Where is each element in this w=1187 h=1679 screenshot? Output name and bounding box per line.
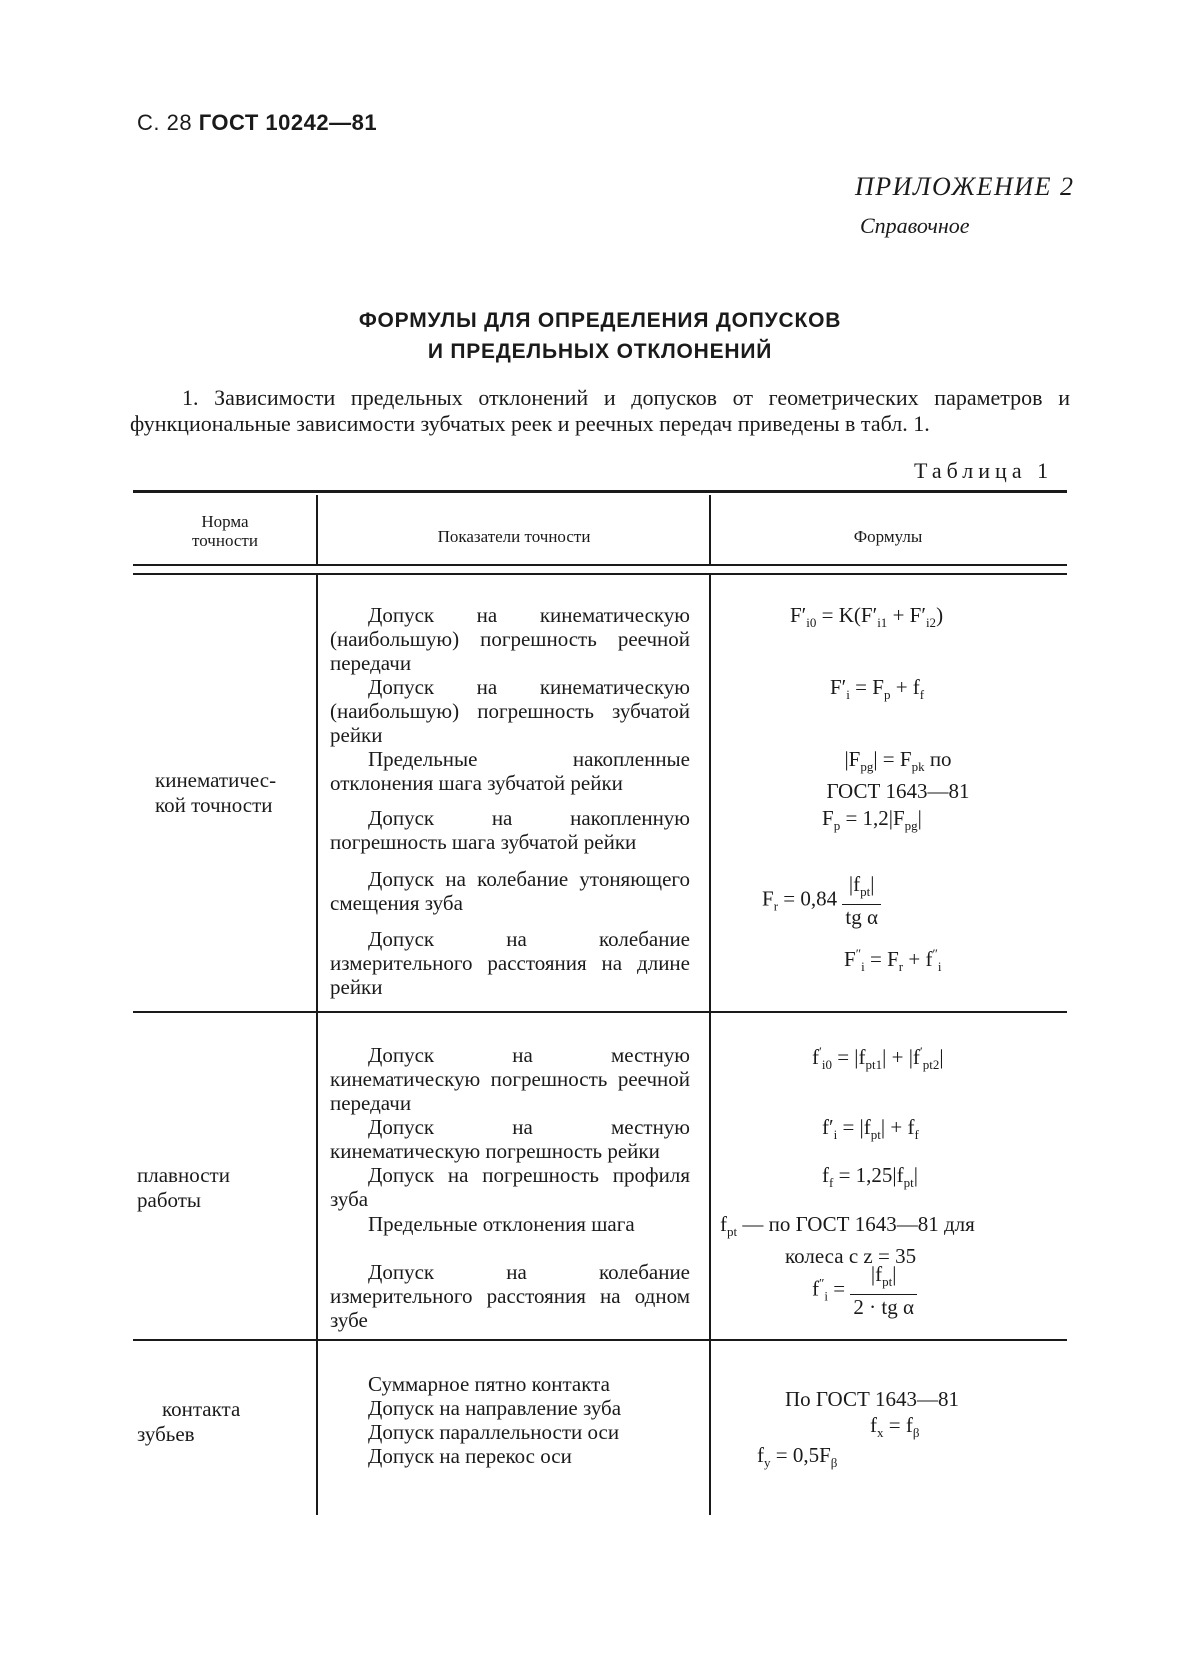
group-divider-2 xyxy=(133,1339,1067,1341)
indicator-row: Допуск на колебание измерительного расстояния на одном зубе xyxy=(330,1260,690,1332)
page-header xyxy=(137,110,377,136)
col-divider-1 xyxy=(316,575,318,1515)
formula-contact-standard: По ГОСТ 1643—81 xyxy=(785,1387,960,1411)
formula-local-kinematic-rack: $f'_i = |f_{pt}| + f_f$ xyxy=(822,1115,919,1143)
formula-accumulated-tolerance: $F_p = 1,2|F_{pg}|$ xyxy=(822,806,922,834)
indicator-row: Допуск на накопленную погрешность шага зубчатой рейки xyxy=(330,806,690,854)
document-title xyxy=(200,305,1000,367)
indicator-row: Допуск на направление зуба xyxy=(368,1396,622,1420)
indicator-row: Допуск на перекос оси xyxy=(368,1444,572,1468)
formula-kinematic-rack: $F'_i = F_p + f_f$ xyxy=(830,675,925,703)
group-divider-1 xyxy=(133,1011,1067,1013)
indicator-row: Допуск на кинематическую (наибольшую) погрешность зубчатой рейки xyxy=(330,675,690,747)
formula-measuring-distance-length: $F''_i = F_r + f''_i$ xyxy=(844,946,942,975)
indicator-row: Допуск на местную кинематическую погрешность рейки xyxy=(330,1115,690,1163)
norm-smoothness: плавности работы xyxy=(137,1163,230,1212)
indicator-list-contact xyxy=(368,1372,688,1468)
intro-paragraph: 1. Зависимости предельных отклонений и допусков от геометрических параметров и функциональные зависимости зубчатых реек и реечных передач приведены в табл. 1. xyxy=(130,385,1070,436)
indicator-row: Допуск на погрешность профиля зуба xyxy=(330,1163,690,1211)
indicator-row: Допуск на кинематическую (наибольшую) погрешность реечной передачи xyxy=(330,603,690,675)
standard-number: ГОСТ 10242—81 xyxy=(198,110,378,135)
title-line-1: ФОРМУЛЫ ДЛЯ ОПРЕДЕЛЕНИЯ ДОПУСКОВ xyxy=(358,309,842,332)
norm-contact: контакта зубьев xyxy=(137,1397,241,1446)
formula-accumulated-deviation: $|F_{pg}| = F_{pk}$ по ГОСТ 1643—81 xyxy=(826,747,970,804)
appendix-title: ПРИЛОЖЕНИЕ 2 xyxy=(855,172,1075,201)
formula-measuring-distance-tooth: $f''_i$ = $\frac{|f_{pt}|}{\text{2 · tg α}}$ xyxy=(812,1262,917,1319)
table-label: Таблица 1 xyxy=(914,458,1054,483)
formula-skew: $f_y = 0,5F_\beta$ xyxy=(757,1443,838,1471)
indicator-row: Допуск параллельности оси xyxy=(368,1420,620,1444)
header-double-rule xyxy=(133,573,1067,575)
header-bottom-rule xyxy=(133,564,1067,566)
indicator-row: Допуск на местную кинематическую погрешность реечной передачи xyxy=(330,1043,690,1115)
col-divider-2-header xyxy=(709,495,711,565)
col-divider-2 xyxy=(709,575,711,1515)
indicator-row: Суммарное пятно контакта xyxy=(368,1372,610,1396)
formula-kinematic-transmission: $F'_{i0} = K(F'_{i1} + F'_{i2})$ xyxy=(790,603,944,631)
formula-local-kinematic-transmission: $f'_{i0} = |f_{pt1}| + |f'_{pt2}|$ xyxy=(812,1044,944,1073)
formula-profile: $f_f = 1,25|f_{pt}|$ xyxy=(822,1163,918,1191)
appendix-subtitle: Справочное xyxy=(860,213,970,238)
indicator-row: Допуск на колебание утоняющего смещения зуба xyxy=(330,867,690,915)
formula-thinning-displacement: $F_r = 0,84$ $\frac{|f_{pt}|}{\text{tg α}}$ xyxy=(762,872,881,929)
header-norm: Норма точности xyxy=(192,512,258,550)
indicator-row: Предельные отклонения шага xyxy=(368,1212,635,1236)
col-divider-1-header xyxy=(316,495,318,565)
indicator-row: Предельные накопленные отклонения шага зубчатой рейки xyxy=(330,747,690,795)
title-line-2: И ПРЕДЕЛЬНЫХ ОТКЛОНЕНИЙ xyxy=(427,340,773,363)
header-indicators: Показатели точности xyxy=(437,527,591,546)
header-formulas: Формулы xyxy=(853,527,923,546)
norm-kinematic: кинематичес- кой точности xyxy=(155,768,277,817)
indicator-row: Допуск на колебание измерительного расстояния на длине рейки xyxy=(330,927,690,999)
formula-parallelism: $f_x = f_\beta$ xyxy=(870,1413,920,1441)
formula-pitch-deviation: $f_{pt}$ — по ГОСТ 1643—81 для колеса с z = 35 xyxy=(720,1212,975,1269)
table-top-rule xyxy=(133,490,1067,493)
page-number: С. 28 xyxy=(137,110,193,135)
